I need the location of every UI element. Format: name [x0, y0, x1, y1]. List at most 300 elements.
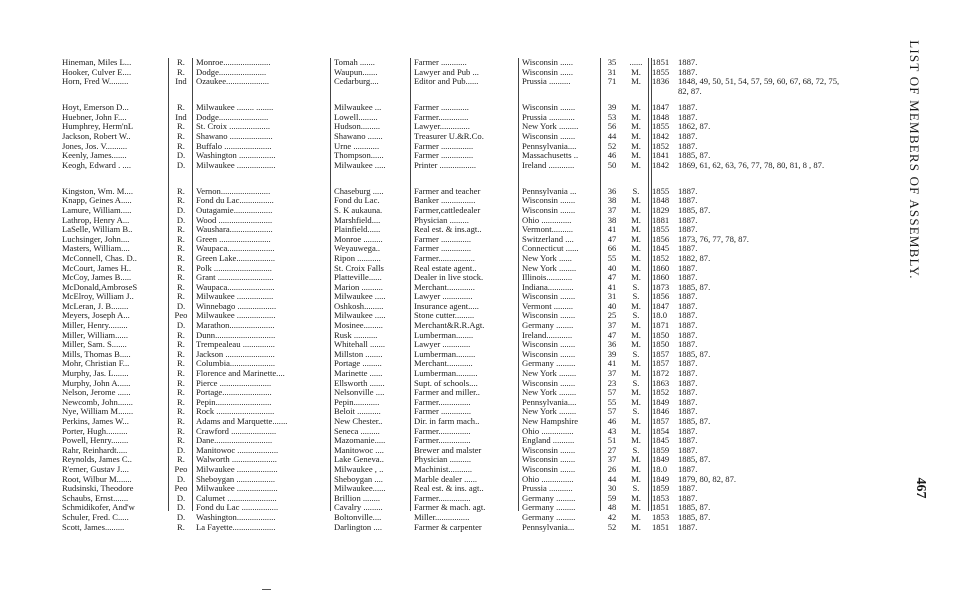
table-row: [62, 77, 844, 96]
county: Milwaukee ..................: [196, 160, 276, 170]
age: 37: [607, 369, 617, 379]
party: R.: [177, 234, 185, 244]
occupation: Brewer and malster: [414, 445, 482, 455]
occupation: Printer .................: [414, 160, 477, 170]
nativity: Germany ........: [522, 321, 574, 331]
age: 71: [607, 77, 617, 87]
occupation: Farmer,cattledealer: [414, 205, 481, 215]
married-status: M.: [631, 131, 641, 141]
nativity: New York .........: [522, 122, 579, 132]
column-divider: [192, 58, 193, 511]
occupation: Lawyer ..............: [414, 292, 473, 302]
age: 46: [607, 151, 617, 161]
post-office: Brillion ........: [334, 493, 381, 503]
married-status: M.: [631, 67, 641, 77]
post-office: Manitowoc ....: [334, 445, 384, 455]
married-status: S.: [632, 282, 640, 292]
age: 48: [607, 503, 617, 513]
post-office: Pepin............: [334, 397, 380, 407]
county: Polk ...........................: [196, 263, 272, 273]
sessions: 1887.: [678, 103, 698, 113]
table-row: [62, 465, 844, 475]
nativity: Wisconsin ......: [522, 67, 573, 77]
occupation: Farmer...............: [414, 426, 471, 436]
member-name: McCoy, James B.....: [62, 273, 132, 283]
member-name: Humphrey, Herm'nL: [62, 122, 134, 132]
age: 50: [607, 160, 617, 170]
sessions: 1887.: [678, 522, 698, 532]
party: R.: [177, 292, 185, 302]
age: 37: [607, 205, 617, 215]
married-status: M.: [631, 273, 641, 283]
post-office: Milwaukee ...: [334, 103, 382, 113]
sessions: 1887.: [678, 225, 698, 235]
age: 36: [607, 186, 617, 196]
post-office: Milwaukee , ..: [334, 464, 384, 474]
county: Calumet .......................: [196, 493, 277, 503]
sessions: 1873, 76, 77, 78, 87.: [678, 234, 749, 244]
party: R.: [177, 263, 185, 273]
married-status: M.: [631, 263, 641, 273]
county: Columbia.....................: [196, 359, 276, 369]
married-status: M.: [631, 493, 641, 503]
married-status: M.: [631, 77, 641, 87]
age: 57: [607, 407, 617, 417]
member-name: Jones, Jos. V..........: [62, 141, 128, 151]
nativity: Switzerland ....: [522, 234, 574, 244]
occupation: Farmer & mach. agt.: [414, 503, 486, 513]
year-came: 1872: [652, 369, 670, 379]
party: R.: [177, 225, 185, 235]
column-divider: [168, 58, 169, 511]
county: Marathon.....................: [196, 321, 275, 331]
nativity: Germany .........: [522, 493, 576, 503]
year-came: 1854: [652, 426, 670, 436]
occupation: Farmer ..............: [414, 407, 472, 417]
sessions: 1885, 87.: [678, 417, 711, 426]
column-divider: [410, 58, 411, 511]
sessions: 1887.: [678, 67, 698, 77]
age: 27: [607, 445, 617, 455]
post-office: New Chester..: [334, 417, 383, 426]
table-row: [62, 103, 844, 113]
county: Vernon.......................: [196, 186, 271, 196]
column-divider: [518, 58, 519, 511]
county: La Fayette....................: [196, 522, 276, 532]
member-name: Root, Wilbur M.......: [62, 474, 132, 484]
occupation: Lumberman.........: [414, 349, 476, 359]
county: Waupaca......................: [196, 244, 275, 254]
member-name: Miller, Henry.........: [62, 321, 128, 331]
married-status: M.: [631, 205, 641, 215]
age: 55: [607, 397, 617, 407]
county: St. Croix ...................: [196, 122, 271, 132]
occupation: Merchant&R.R.Agt.: [414, 321, 485, 331]
county: Fond du Lac .................: [196, 503, 279, 513]
nativity: Pennsylvania....: [522, 141, 577, 151]
occupation: Farmer ............: [414, 58, 467, 67]
nativity: Indiana............: [522, 282, 574, 292]
table-row: [62, 132, 844, 142]
married-status: M.: [631, 436, 641, 446]
sessions: 1887.: [678, 141, 698, 151]
nativity: Wisconsin ......: [522, 58, 573, 67]
occupation: Farmer...............: [414, 397, 471, 407]
party: D.: [176, 160, 186, 170]
occupation: Lumberman........: [414, 330, 474, 340]
year-came: 1855: [652, 122, 670, 132]
party: R.: [177, 141, 185, 151]
table-row: [62, 302, 844, 312]
table-row: [62, 68, 844, 78]
occupation: Farmer ...............: [414, 151, 474, 161]
party: R.: [177, 67, 185, 77]
county: Shawano ....................: [196, 131, 273, 141]
nativity: Wisconsin .......: [522, 445, 576, 455]
age: 52: [607, 141, 617, 151]
sessions: 1887.: [678, 493, 698, 503]
occupation: Farmer and teacher: [414, 186, 481, 196]
member-name: Keenly, James.......: [62, 151, 127, 161]
occupation: Lumberman..........: [414, 369, 478, 379]
sessions: 1887.: [678, 186, 698, 196]
year-came: 1857: [652, 417, 670, 426]
table-row: [62, 446, 844, 456]
post-office: Milwaukee .....: [334, 311, 386, 321]
party: R.: [177, 122, 185, 132]
married-status: M.: [631, 455, 641, 465]
party: D.: [176, 474, 186, 484]
nativity: Ohio ...............: [522, 426, 574, 436]
year-came: 1853: [652, 493, 670, 503]
nativity: Massachusetts ..: [522, 151, 579, 161]
occupation: Farmer...............: [414, 436, 471, 446]
occupation: Merchant.............: [414, 282, 475, 292]
post-office: Oshkosh.........: [334, 301, 384, 311]
year-came: 1852: [652, 253, 670, 263]
year-came: 1849: [652, 397, 670, 407]
party: R.: [177, 330, 185, 340]
married-status: M.: [631, 503, 641, 513]
table-row: [62, 58, 844, 68]
nativity: New York ........: [522, 388, 577, 398]
county: Dunn............................: [196, 330, 276, 340]
post-office: Chaseburg .....: [334, 186, 384, 196]
age: 31: [607, 67, 617, 77]
year-came: 1856: [652, 234, 670, 244]
occupation: Dir. in farm mach..: [414, 417, 480, 426]
post-office: Whitehall .......: [334, 340, 386, 350]
sessions: 1887.: [678, 378, 698, 388]
age: 59: [607, 493, 617, 503]
age: 31: [607, 292, 617, 302]
table-row: [62, 350, 844, 360]
party: R.: [177, 131, 185, 141]
county: Waupaca......................: [196, 282, 275, 292]
party: D.: [176, 151, 186, 161]
year-came: 1851: [652, 522, 670, 532]
member-name: Masters, William....: [62, 244, 130, 254]
county: Washington..................: [196, 512, 276, 522]
table-row: [62, 283, 844, 293]
member-name: Perkins, James W...: [62, 417, 129, 426]
occupation: Machinist...........: [414, 464, 473, 474]
county: Trempealeau ...............: [196, 340, 275, 350]
table-row: [62, 216, 844, 226]
county: Dane...........................: [196, 436, 273, 446]
year-came: 1863: [652, 378, 670, 388]
nativity: Wisconsin .......: [522, 196, 576, 206]
table-row: [62, 436, 844, 446]
occupation: Lawyer..............: [414, 122, 470, 132]
table-row: [62, 417, 844, 427]
occupation: Lawyer and Pub ...: [414, 67, 479, 77]
member-name: Rahr, Reinhardt.....: [62, 445, 128, 455]
party: R.: [177, 103, 185, 113]
age: 40: [607, 263, 617, 273]
member-name: McDonald,AmbroseS: [62, 282, 138, 292]
sessions: 1887.: [678, 359, 698, 369]
table-row: [62, 398, 844, 408]
year-came: 1852: [652, 388, 670, 398]
sessions: 1885, 87.: [678, 512, 711, 522]
nativity: Connecticut ......: [522, 244, 579, 254]
sessions: 1887.: [678, 388, 698, 398]
county: Florence and Marinette....: [196, 369, 285, 379]
party: Peo: [174, 484, 188, 494]
sessions: 1887.: [678, 330, 698, 340]
nativity: Prussia ..........: [522, 77, 571, 87]
table-row: [62, 523, 844, 533]
party: R.: [177, 426, 185, 436]
married-status: M.: [631, 321, 641, 331]
nativity: Wisconsin .......: [522, 103, 576, 113]
post-office: Sheboygan ....: [334, 474, 383, 484]
county: Winnebago ..................: [196, 301, 277, 311]
year-came: 1848: [652, 112, 670, 122]
table-row: [62, 264, 844, 274]
sessions: 1887.: [678, 131, 698, 141]
year-came: 1849: [652, 455, 670, 465]
year-came: 1851: [652, 503, 670, 513]
year-came: 1857: [652, 359, 670, 369]
post-office: Nelsonville ....: [334, 388, 385, 398]
sessions: 1885, 87.: [678, 282, 711, 292]
party: R.: [177, 407, 185, 417]
post-office: Waupun.......: [334, 67, 378, 77]
nativity: Germany .........: [522, 359, 576, 369]
occupation: Physician ..........: [414, 455, 472, 465]
member-name: Nelson, Jerome ......: [62, 388, 131, 398]
county: Portage.......................: [196, 388, 272, 398]
table-row: [62, 187, 844, 197]
sessions: 1887.: [678, 292, 698, 302]
age: 41: [607, 282, 617, 292]
age: 56: [607, 122, 617, 132]
married-status: ......: [629, 58, 643, 67]
member-name: Jackson, Robert W..: [62, 131, 131, 141]
member-name: Luchsinger, John....: [62, 234, 130, 244]
member-name: Murphy, John A......: [62, 378, 131, 388]
member-name: McConnell, Chas. D..: [62, 253, 137, 263]
nativity: Pennsylvania....: [522, 397, 577, 407]
party: R.: [177, 522, 185, 532]
married-status: S.: [632, 484, 640, 494]
party: R.: [177, 273, 185, 283]
table-row: [62, 113, 844, 123]
footer-dash: [262, 589, 271, 590]
year-came: 1841: [652, 151, 670, 161]
member-name: R'emer, Gustav J....: [62, 464, 129, 474]
sessions: 1848, 49, 50, 51, 54, 57, 59, 60, 67, 68, 72, 75, 82, 87.: [678, 77, 840, 96]
county: Dodge......................: [196, 67, 267, 77]
post-office: Shawano .......: [334, 131, 383, 141]
year-came: 1860: [652, 273, 670, 283]
age: 37: [607, 321, 617, 331]
year-came: 1871: [652, 321, 670, 331]
age: 36: [607, 340, 617, 350]
county: Ozaukee....................: [196, 77, 270, 87]
sessions: 1887.: [678, 445, 698, 455]
party: R.: [177, 253, 185, 263]
year-came: 1873: [652, 282, 670, 292]
column-divider-double: [648, 58, 652, 511]
sessions: 1887.: [678, 244, 698, 254]
nativity: Prussia ............: [522, 112, 575, 122]
married-status: M.: [631, 426, 641, 436]
county: Buffalo ......................: [196, 141, 272, 151]
table-row: [62, 254, 844, 264]
member-name: Schaubs, Ernst.......: [62, 493, 129, 503]
table-row: [62, 225, 844, 235]
post-office: Seneca .........: [334, 426, 380, 436]
table-row: [62, 513, 844, 523]
post-office: Thompson......: [334, 151, 384, 161]
table-row: [62, 340, 844, 350]
year-came: 1859: [652, 445, 670, 455]
party: R.: [177, 196, 185, 206]
party: Ind: [175, 112, 187, 122]
married-status: M.: [631, 244, 641, 254]
county: Manitowoc ...................: [196, 445, 279, 455]
county: Grant ..........................: [196, 273, 274, 283]
side-title: LIST OF MEMBERS OF ASSEMBLY.: [907, 40, 922, 280]
member-name: Rudsinski, Theodore: [62, 484, 134, 494]
occupation: Farmer ...............: [414, 141, 474, 151]
occupation: Merchant............: [414, 359, 473, 369]
year-came: 1836: [652, 77, 670, 87]
married-status: M.: [631, 253, 641, 263]
age: 42: [607, 512, 617, 522]
post-office: Mosinee.........: [334, 321, 383, 331]
post-office: Ellsworth .......: [334, 378, 385, 388]
married-status: S.: [632, 407, 640, 417]
age: 55: [607, 253, 617, 263]
table-row: [62, 494, 844, 504]
sessions: 1887.: [678, 407, 698, 417]
party: R.: [177, 349, 185, 359]
nativity: Wisconsin .......: [522, 349, 576, 359]
married-status: S.: [632, 445, 640, 455]
county: Washington .................: [196, 151, 276, 161]
county: Wood .........................: [196, 215, 273, 225]
age: 47: [607, 273, 617, 283]
post-office: Marshfield....: [334, 215, 381, 225]
married-status: M.: [631, 225, 641, 235]
county: Milwaukee ...................: [196, 464, 278, 474]
married-status: M.: [631, 112, 641, 122]
nativity: Germany .........: [522, 512, 576, 522]
nativity: Ohio ...............: [522, 474, 574, 484]
sessions: 1887.: [678, 369, 698, 379]
party: R.: [177, 359, 185, 369]
members-table: [62, 58, 844, 532]
party: D.: [176, 503, 186, 513]
nativity: Vermont .........: [522, 301, 574, 311]
married-status: M.: [631, 215, 641, 225]
married-status: M.: [631, 522, 641, 532]
member-name: Kingston, Wm. M....: [62, 186, 133, 196]
occupation: Farmer and miller..: [414, 388, 480, 398]
table-row: [62, 206, 844, 216]
county: Milwaukee .................: [196, 292, 274, 302]
table-row: [62, 369, 844, 379]
age: 57: [607, 388, 617, 398]
year-came: 1881: [652, 215, 670, 225]
county: Green ........................: [196, 234, 271, 244]
table-row: [62, 321, 844, 331]
age: 39: [607, 349, 617, 359]
year-came: 1851: [652, 58, 670, 67]
sessions: 1887.: [678, 112, 698, 122]
member-name: Scott, James.........: [62, 522, 125, 532]
married-status: M.: [631, 330, 641, 340]
county: Dodge.......................: [196, 112, 269, 122]
nativity: Ohio ..............: [522, 215, 572, 225]
post-office: Cavalry .........: [334, 503, 383, 513]
party: D.: [176, 321, 186, 331]
member-name: Keogh, Edward . ....: [62, 160, 131, 170]
party: Peo: [174, 464, 188, 474]
member-name: Hooker, Culver E....: [62, 67, 132, 77]
occupation: Supt. of schools....: [414, 378, 478, 388]
post-office: Weyauwega..: [334, 244, 381, 254]
party: R.: [177, 369, 185, 379]
sessions: 1887.: [678, 311, 698, 321]
table-row: [62, 427, 844, 437]
sessions: 1887.: [678, 426, 698, 436]
post-office: Platteville......: [334, 273, 382, 283]
party: D.: [176, 215, 186, 225]
county: Fond du Lac................: [196, 196, 274, 206]
occupation: Editor and Pub......: [414, 77, 479, 87]
county: Outagamie..................: [196, 205, 273, 215]
post-office: Darlington ....: [334, 522, 382, 532]
post-office: S. K aukauna.: [334, 205, 383, 215]
column-divider: [330, 58, 331, 511]
page-number: 467: [913, 477, 928, 499]
sessions: 1887.: [678, 215, 698, 225]
sessions: 1887.: [678, 321, 698, 331]
post-office: Rusk ...........: [334, 330, 378, 340]
married-status: M.: [631, 141, 641, 151]
table-row: [62, 484, 844, 494]
year-came: 1842: [652, 160, 670, 170]
table-row: [62, 311, 844, 321]
occupation: Physician .........: [414, 215, 469, 225]
county: Milwaukee ........ ........: [196, 103, 274, 113]
age: 53: [607, 112, 617, 122]
